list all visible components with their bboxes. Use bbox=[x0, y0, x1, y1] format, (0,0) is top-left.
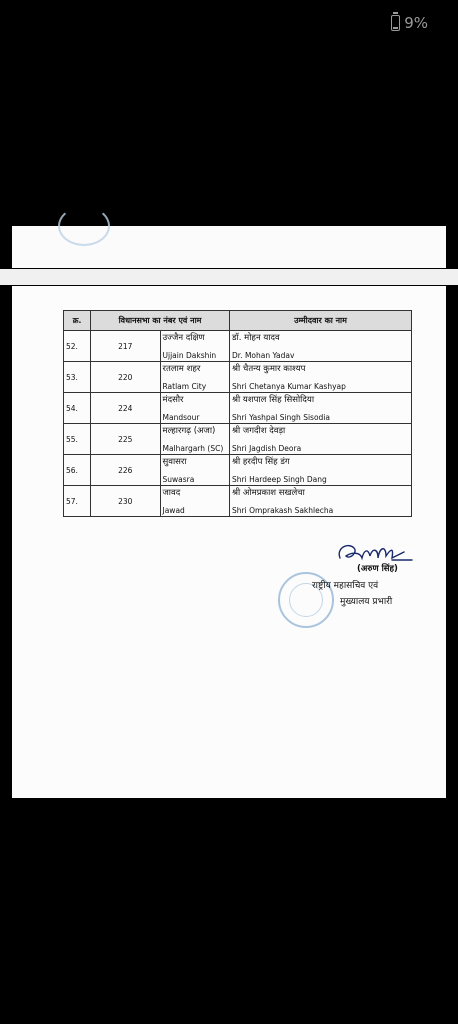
candidate-hindi: श्री जगदीश देवड़ा bbox=[232, 426, 286, 436]
row-serial: 56. bbox=[64, 455, 91, 486]
designation-line-1: राष्ट्रीय महासचिव एवं bbox=[312, 581, 379, 591]
table-header-row bbox=[64, 311, 412, 331]
stamp-fragment-icon bbox=[58, 206, 110, 246]
row-constituency bbox=[160, 455, 230, 486]
constituency-hindi: सुवासरा bbox=[162, 457, 187, 467]
row-constituency bbox=[160, 486, 230, 517]
row-constituency-code: 224 bbox=[91, 393, 161, 424]
row-serial: 54. bbox=[64, 393, 91, 424]
candidate-hindi: श्री चैतन्य कुमार काश्यप bbox=[232, 364, 306, 374]
candidate-table bbox=[63, 310, 412, 517]
row-constituency bbox=[160, 424, 230, 455]
row-constituency bbox=[160, 362, 230, 393]
row-constituency bbox=[160, 331, 230, 362]
battery-icon bbox=[391, 15, 400, 31]
candidate-english: Shri Yashpal Singh Sisodia bbox=[232, 413, 330, 422]
row-constituency-code: 225 bbox=[91, 424, 161, 455]
status-bar bbox=[391, 14, 428, 32]
candidate-hindi: श्री ओमप्रकाश सखलेचा bbox=[232, 488, 305, 498]
signatory-name: (अरुण सिंह) bbox=[357, 564, 398, 574]
candidate-english: Shri Hardeep Singh Dang bbox=[232, 475, 327, 484]
constituency-english: Mandsour bbox=[162, 413, 200, 422]
row-constituency-code: 226 bbox=[91, 455, 161, 486]
table-row bbox=[64, 393, 412, 424]
constituency-hindi: उज्जैन दक्षिण bbox=[162, 333, 205, 343]
constituency-hindi: मल्हारगढ़ (अजा) bbox=[162, 426, 216, 436]
table-row bbox=[64, 362, 412, 393]
constituency-english: Ratlam City bbox=[162, 382, 207, 391]
row-candidate bbox=[230, 424, 412, 455]
table-row bbox=[64, 424, 412, 455]
row-candidate bbox=[230, 362, 412, 393]
constituency-english: Suwasra bbox=[162, 475, 195, 484]
candidate-hindi: श्री हरदीप सिंह डंग bbox=[232, 457, 290, 467]
row-serial: 55. bbox=[64, 424, 91, 455]
table-row bbox=[64, 455, 412, 486]
constituency-hindi: मंदसौर bbox=[162, 395, 184, 405]
battery-percent: 9% bbox=[404, 14, 428, 32]
row-serial: 57. bbox=[64, 486, 91, 517]
candidate-english: Shri Omprakash Sakhlecha bbox=[232, 506, 334, 515]
row-constituency-code: 220 bbox=[91, 362, 161, 393]
page-gap bbox=[0, 269, 458, 285]
constituency-english: Malhargarh (SC) bbox=[162, 444, 224, 453]
row-serial: 52. bbox=[64, 331, 91, 362]
header-serial: क्र. bbox=[64, 311, 91, 331]
row-serial: 53. bbox=[64, 362, 91, 393]
candidate-english: Dr. Mohan Yadav bbox=[232, 351, 295, 360]
row-candidate bbox=[230, 393, 412, 424]
candidate-hindi: डॉ. मोहन यादव bbox=[232, 333, 280, 343]
header-candidate: उम्मीदवार का नाम bbox=[230, 311, 412, 331]
previous-page-fragment bbox=[12, 226, 446, 268]
designation-line-2: मुख्यालय प्रभारी bbox=[340, 597, 393, 607]
row-constituency-code: 217 bbox=[91, 331, 161, 362]
header-constituency: विधानसभा का नंबर एवं नाम bbox=[91, 311, 230, 331]
candidate-english: Shri Jagdish Deora bbox=[232, 444, 302, 453]
constituency-english: Ujjain Dakshin bbox=[162, 351, 217, 360]
table-row bbox=[64, 486, 412, 517]
candidate-english: Shri Chetanya Kumar Kashyap bbox=[232, 382, 346, 391]
document-page bbox=[12, 286, 446, 798]
row-candidate bbox=[230, 486, 412, 517]
table-row bbox=[64, 331, 412, 362]
constituency-hindi: रतलाम शहर bbox=[162, 364, 201, 374]
candidate-hindi: श्री यशपाल सिंह सिसोदिया bbox=[232, 395, 315, 405]
constituency-hindi: जावद bbox=[162, 488, 181, 498]
row-candidate bbox=[230, 455, 412, 486]
row-constituency bbox=[160, 393, 230, 424]
row-candidate bbox=[230, 331, 412, 362]
row-constituency-code: 230 bbox=[91, 486, 161, 517]
constituency-english: Jawad bbox=[162, 506, 185, 515]
